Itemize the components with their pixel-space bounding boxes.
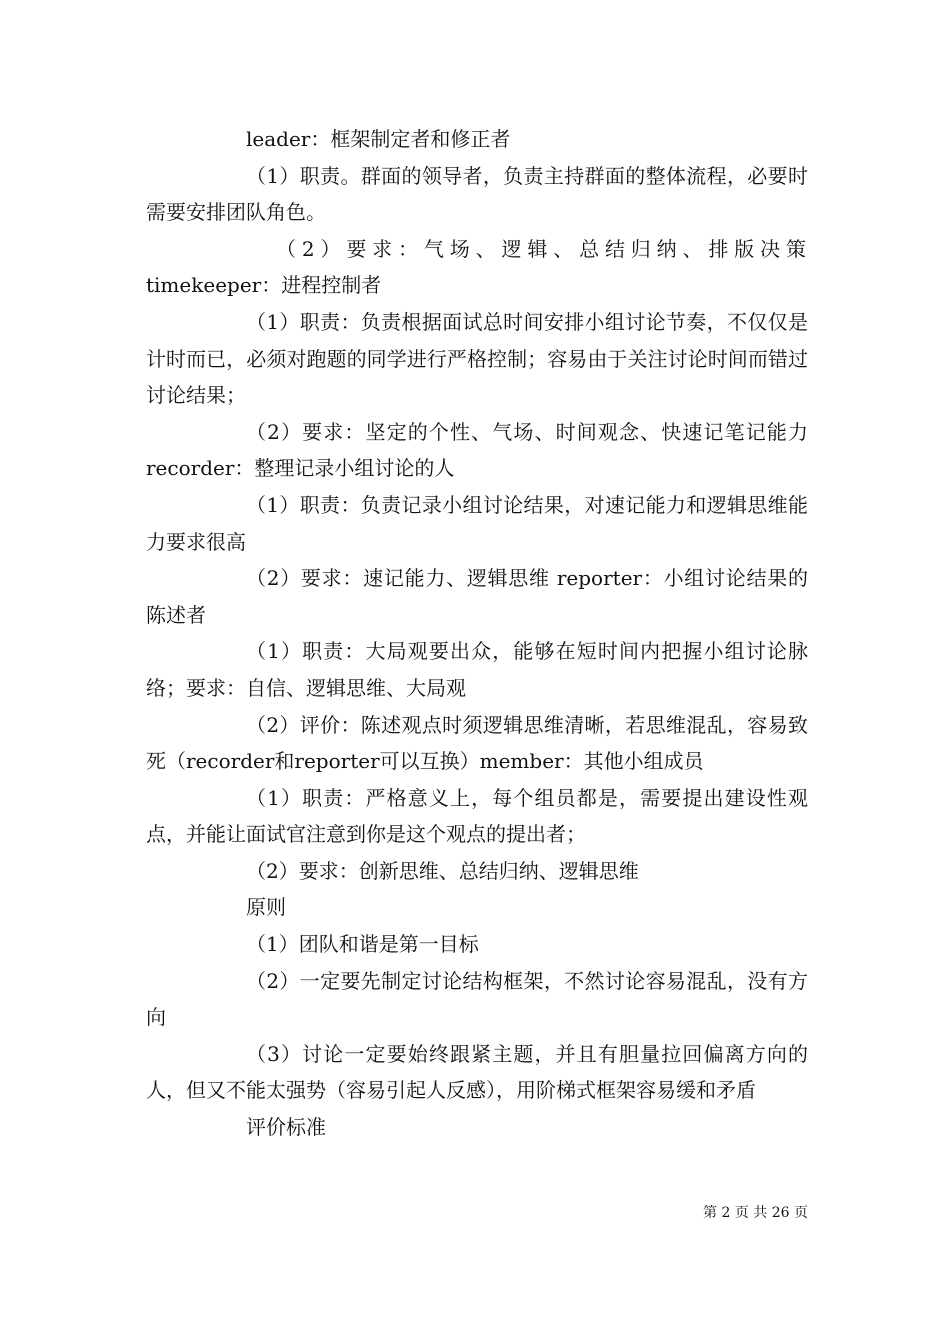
paragraph-recorder-requirement: （2）要求：速记能力、逻辑思维 reporter：小组讨论结果的陈述者 bbox=[146, 566, 808, 627]
paragraph-principle-3: （3）讨论一定要始终跟紧主题，并且有胆量拉回偏离方向的人，但又不能太强势（容易引起人反感），用阶梯式框架容易缓和矛盾 bbox=[146, 1041, 808, 1103]
paragraph-leader-requirement: （2）要求：气场、逻辑、总结归纳、排版决策 bbox=[276, 236, 808, 261]
paragraph-reporter-duty: （1）职责：大局观要出众，能够在短时间内把握小组讨论脉络；要求：自信、逻辑思维、大局观 bbox=[146, 639, 808, 700]
paragraph-reporter-evaluation: （2）评价：陈述观点时须逻辑思维清晰，若思维混乱，容易致死（recorder和reporter可以互换）member：其他小组成员 bbox=[146, 712, 808, 774]
page-number-footer: 第 2 页 共 26 页 bbox=[703, 1205, 808, 1221]
paragraph-timekeeper-heading: timekeeper：进程控制者 bbox=[146, 273, 382, 298]
section-heading-evaluation-criteria: 评价标准 bbox=[246, 1115, 326, 1140]
paragraph-member-duty: （1）职责：严格意义上，每个组员都是，需要提出建设性观点，并能让面试官注意到你是这个观点的提出者； bbox=[146, 785, 808, 847]
section-heading-principles: 原则 bbox=[246, 895, 286, 920]
paragraph-leader-heading: leader：框架制定者和修正者 bbox=[246, 127, 511, 151]
paragraph-member-requirement: （2）要求：创新思维、总结归纳、逻辑思维 bbox=[246, 858, 639, 883]
paragraph-leader-duty: （1）职责。群面的领导者，负责主持群面的整体流程，必要时需要安排团队角色。 bbox=[146, 163, 808, 225]
document-body bbox=[146, 121, 808, 1146]
paragraph-timekeeper-duty: （1）职责：负责根据面试总时间安排小组讨论节奏，不仅仅是计时而已，必须对跑题的同学进行严格控制；容易由于关注讨论时间而错过讨论结果； bbox=[146, 309, 808, 408]
paragraph-recorder-duty: （1）职责：负责记录小组讨论结果，对速记能力和逻辑思维能力要求很高 bbox=[146, 492, 808, 554]
paragraph-principle-2: （2）一定要先制定讨论结构框架，不然讨论容易混乱，没有方向 bbox=[146, 968, 808, 1030]
paragraph-principle-1: （1）团队和谐是第一目标 bbox=[246, 932, 479, 957]
paragraph-timekeeper-requirement: （2）要求：坚定的个性、气场、时间观念、快速记笔记能力recorder：整理记录小组讨论的人 bbox=[146, 419, 808, 481]
